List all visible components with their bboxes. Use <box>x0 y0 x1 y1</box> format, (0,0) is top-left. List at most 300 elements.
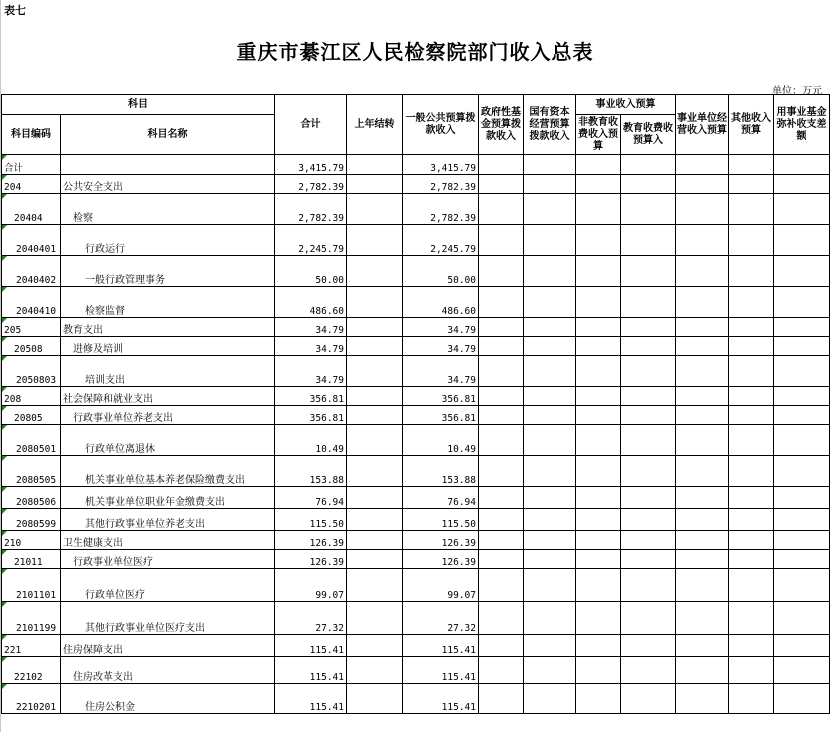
empty-cell <box>524 657 576 684</box>
general-budget-cell: 50.00 <box>403 256 479 287</box>
empty-cell <box>676 425 729 456</box>
table-row <box>2 225 830 256</box>
empty-cell <box>676 657 729 684</box>
empty-cell <box>621 175 676 194</box>
empty-cell <box>676 194 729 225</box>
empty-cell <box>621 602 676 635</box>
header-business-unit: 事业单位经营收入预算 <box>676 95 729 155</box>
empty-cell <box>621 684 676 714</box>
table-row <box>2 456 830 487</box>
empty-cell <box>524 225 576 256</box>
general-budget-cell: 27.32 <box>403 602 479 635</box>
subject-code-cell: 221 <box>2 635 61 657</box>
empty-cell <box>729 387 774 406</box>
total-cell: 115.41 <box>275 684 347 714</box>
empty-cell <box>774 509 830 531</box>
empty-cell <box>479 531 524 550</box>
subject-code-cell: 合计 <box>2 155 61 175</box>
general-budget-cell: 3,415.79 <box>403 155 479 175</box>
empty-cell <box>774 531 830 550</box>
empty-cell <box>774 550 830 569</box>
carryover-cell <box>347 356 403 387</box>
empty-cell <box>774 684 830 714</box>
empty-cell <box>479 194 524 225</box>
total-cell: 2,782.39 <box>275 194 347 225</box>
empty-cell <box>524 387 576 406</box>
table-row <box>2 684 830 714</box>
empty-cell <box>774 318 830 337</box>
subject-name-cell: 一般行政管理事务 <box>61 256 275 287</box>
header-gov-fund: 政府性基金预算拨款收入 <box>479 95 524 155</box>
subject-code-cell: 2101199 <box>2 602 61 635</box>
subject-name-cell: 其他行政事业单位医疗支出 <box>61 602 275 635</box>
total-cell: 126.39 <box>275 550 347 569</box>
empty-cell <box>729 657 774 684</box>
income-summary-table <box>1 94 830 714</box>
carryover-cell <box>347 487 403 509</box>
subject-name-cell: 住房保障支出 <box>61 635 275 657</box>
general-budget-cell: 356.81 <box>403 387 479 406</box>
carryover-cell <box>347 337 403 356</box>
general-budget-cell: 2,782.39 <box>403 194 479 225</box>
empty-cell <box>524 487 576 509</box>
carryover-cell <box>347 155 403 175</box>
empty-cell <box>729 337 774 356</box>
empty-cell <box>676 387 729 406</box>
empty-cell <box>479 635 524 657</box>
general-budget-cell: 126.39 <box>403 531 479 550</box>
empty-cell <box>774 635 830 657</box>
carryover-cell <box>347 256 403 287</box>
empty-cell <box>479 356 524 387</box>
general-budget-cell: 115.41 <box>403 684 479 714</box>
general-budget-cell: 76.94 <box>403 487 479 509</box>
empty-cell <box>479 337 524 356</box>
empty-cell <box>524 194 576 225</box>
total-cell: 115.41 <box>275 657 347 684</box>
subject-name-cell: 行政单位医疗 <box>61 569 275 602</box>
empty-cell <box>524 287 576 318</box>
empty-cell <box>729 406 774 425</box>
total-cell: 153.88 <box>275 456 347 487</box>
carryover-cell <box>347 287 403 318</box>
total-cell: 356.81 <box>275 387 347 406</box>
subject-code-cell: 208 <box>2 387 61 406</box>
table-row <box>2 155 830 175</box>
subject-code-cell: 20508 <box>2 337 61 356</box>
subject-name-cell <box>61 155 275 175</box>
empty-cell <box>479 225 524 256</box>
header-state-capital: 国有资本经营预算拨款收入 <box>524 95 576 155</box>
subject-code-cell: 2050803 <box>2 356 61 387</box>
total-cell: 115.41 <box>275 635 347 657</box>
empty-cell <box>576 550 621 569</box>
total-cell: 10.49 <box>275 425 347 456</box>
empty-cell <box>729 509 774 531</box>
empty-cell <box>479 406 524 425</box>
empty-cell <box>774 387 830 406</box>
header-carryover: 上年结转 <box>347 95 403 155</box>
header-general-budget: 一般公共预算拨款收入 <box>403 95 479 155</box>
empty-cell <box>621 256 676 287</box>
subject-name-cell: 检察监督 <box>61 287 275 318</box>
empty-cell <box>524 509 576 531</box>
empty-cell <box>576 225 621 256</box>
empty-cell <box>774 287 830 318</box>
empty-cell <box>576 531 621 550</box>
empty-cell <box>621 356 676 387</box>
subject-name-cell: 教育支出 <box>61 318 275 337</box>
empty-cell <box>576 256 621 287</box>
carryover-cell <box>347 531 403 550</box>
empty-cell <box>676 155 729 175</box>
empty-cell <box>576 602 621 635</box>
carryover-cell <box>347 602 403 635</box>
empty-cell <box>621 509 676 531</box>
total-cell: 2,782.39 <box>275 175 347 194</box>
empty-cell <box>524 175 576 194</box>
empty-cell <box>676 635 729 657</box>
carryover-cell <box>347 657 403 684</box>
subject-name-cell: 进修及培训 <box>61 337 275 356</box>
subject-code-cell: 20805 <box>2 406 61 425</box>
table-row <box>2 509 830 531</box>
empty-cell <box>479 155 524 175</box>
table-row <box>2 387 830 406</box>
empty-cell <box>729 569 774 602</box>
empty-cell <box>621 155 676 175</box>
empty-cell <box>621 456 676 487</box>
carryover-cell <box>347 550 403 569</box>
subject-code-cell: 205 <box>2 318 61 337</box>
empty-cell <box>621 657 676 684</box>
empty-cell <box>479 569 524 602</box>
total-cell: 34.79 <box>275 337 347 356</box>
empty-cell <box>729 155 774 175</box>
subject-code-cell: 204 <box>2 175 61 194</box>
table-row <box>2 425 830 456</box>
carryover-cell <box>347 318 403 337</box>
empty-cell <box>621 337 676 356</box>
subject-name-cell: 住房公积金 <box>61 684 275 714</box>
carryover-cell <box>347 569 403 602</box>
empty-cell <box>479 456 524 487</box>
empty-cell <box>576 194 621 225</box>
general-budget-cell: 126.39 <box>403 550 479 569</box>
empty-cell <box>729 635 774 657</box>
total-cell: 2,245.79 <box>275 225 347 256</box>
empty-cell <box>729 356 774 387</box>
carryover-cell <box>347 225 403 256</box>
subject-name-cell: 行政事业单位养老支出 <box>61 406 275 425</box>
header-subject: 科目 <box>2 95 275 115</box>
empty-cell <box>729 287 774 318</box>
empty-cell <box>676 550 729 569</box>
carryover-cell <box>347 387 403 406</box>
subject-name-cell: 检察 <box>61 194 275 225</box>
subject-code-cell: 2080501 <box>2 425 61 456</box>
subject-code-cell: 2080599 <box>2 509 61 531</box>
empty-cell <box>479 256 524 287</box>
empty-cell <box>774 406 830 425</box>
empty-cell <box>729 175 774 194</box>
empty-cell <box>576 175 621 194</box>
total-cell: 356.81 <box>275 406 347 425</box>
empty-cell <box>479 287 524 318</box>
empty-cell <box>676 406 729 425</box>
empty-cell <box>524 531 576 550</box>
header-subject-name: 科目名称 <box>61 115 275 155</box>
empty-cell <box>774 456 830 487</box>
empty-cell <box>524 337 576 356</box>
empty-cell <box>621 287 676 318</box>
empty-cell <box>576 635 621 657</box>
carryover-cell <box>347 635 403 657</box>
empty-cell <box>524 602 576 635</box>
subject-name-cell: 住房改革支出 <box>61 657 275 684</box>
empty-cell <box>479 387 524 406</box>
carryover-cell <box>347 684 403 714</box>
empty-cell <box>774 657 830 684</box>
total-cell: 34.79 <box>275 356 347 387</box>
unit-label: 单位：万元 <box>772 86 822 97</box>
subject-code-cell: 2101101 <box>2 569 61 602</box>
empty-cell <box>479 175 524 194</box>
empty-cell <box>676 225 729 256</box>
empty-cell <box>576 569 621 602</box>
empty-cell <box>524 256 576 287</box>
empty-cell <box>676 456 729 487</box>
total-cell: 115.50 <box>275 509 347 531</box>
table-row <box>2 406 830 425</box>
empty-cell <box>621 487 676 509</box>
subject-code-cell: 2210201 <box>2 684 61 714</box>
empty-cell <box>676 175 729 194</box>
empty-cell <box>621 569 676 602</box>
empty-cell <box>676 569 729 602</box>
carryover-cell <box>347 456 403 487</box>
general-budget-cell: 153.88 <box>403 456 479 487</box>
empty-cell <box>774 356 830 387</box>
empty-cell <box>676 602 729 635</box>
general-budget-cell: 34.79 <box>403 318 479 337</box>
page-title: 重庆市綦江区人民检察院部门收入总表 <box>236 40 594 64</box>
header-edu-fee: 教育收费收预算入 <box>621 115 676 155</box>
subject-code-cell: 2080505 <box>2 456 61 487</box>
empty-cell <box>621 406 676 425</box>
subject-name-cell: 行政单位离退休 <box>61 425 275 456</box>
sheet-label: 表七 <box>4 4 26 17</box>
empty-cell <box>774 602 830 635</box>
empty-cell <box>729 256 774 287</box>
empty-cell <box>576 425 621 456</box>
subject-name-cell: 机关事业单位职业年金缴费支出 <box>61 487 275 509</box>
empty-cell <box>576 456 621 487</box>
empty-cell <box>774 155 830 175</box>
header-total: 合计 <box>275 95 347 155</box>
empty-cell <box>576 509 621 531</box>
empty-cell <box>676 287 729 318</box>
table-row <box>2 256 830 287</box>
empty-cell <box>576 337 621 356</box>
empty-cell <box>576 684 621 714</box>
subject-code-cell: 210 <box>2 531 61 550</box>
empty-cell <box>676 256 729 287</box>
general-budget-cell: 34.79 <box>403 337 479 356</box>
general-budget-cell: 115.50 <box>403 509 479 531</box>
empty-cell <box>621 425 676 456</box>
subject-name-cell: 培训支出 <box>61 356 275 387</box>
header-other-income: 其他收入预算 <box>729 95 774 155</box>
table-row <box>2 175 830 194</box>
empty-cell <box>524 318 576 337</box>
empty-cell <box>479 318 524 337</box>
total-cell: 3,415.79 <box>275 155 347 175</box>
empty-cell <box>676 509 729 531</box>
empty-cell <box>576 387 621 406</box>
empty-cell <box>621 318 676 337</box>
empty-cell <box>576 287 621 318</box>
empty-cell <box>479 684 524 714</box>
empty-cell <box>774 487 830 509</box>
empty-cell <box>621 550 676 569</box>
table-row <box>2 657 830 684</box>
table-row <box>2 194 830 225</box>
empty-cell <box>729 318 774 337</box>
empty-cell <box>479 425 524 456</box>
carryover-cell <box>347 194 403 225</box>
general-budget-cell: 115.41 <box>403 657 479 684</box>
table-row <box>2 337 830 356</box>
subject-name-cell: 卫生健康支出 <box>61 531 275 550</box>
empty-cell <box>479 509 524 531</box>
general-budget-cell: 2,782.39 <box>403 175 479 194</box>
general-budget-cell: 356.81 <box>403 406 479 425</box>
table-row <box>2 487 830 509</box>
empty-cell <box>676 684 729 714</box>
subject-name-cell: 行政运行 <box>61 225 275 256</box>
total-cell: 99.07 <box>275 569 347 602</box>
empty-cell <box>774 194 830 225</box>
empty-cell <box>729 602 774 635</box>
subject-code-cell: 2080506 <box>2 487 61 509</box>
empty-cell <box>576 155 621 175</box>
table-row <box>2 318 830 337</box>
empty-cell <box>621 194 676 225</box>
subject-code-cell: 2040402 <box>2 256 61 287</box>
carryover-cell <box>347 406 403 425</box>
empty-cell <box>524 155 576 175</box>
empty-cell <box>576 356 621 387</box>
header-business-fund: 用事业基金弥补收支差额 <box>774 95 830 155</box>
subject-name-cell: 机关事业单位基本养老保险缴费支出 <box>61 456 275 487</box>
empty-cell <box>479 550 524 569</box>
table-row <box>2 531 830 550</box>
empty-cell <box>774 256 830 287</box>
empty-cell <box>621 225 676 256</box>
carryover-cell <box>347 175 403 194</box>
empty-cell <box>774 225 830 256</box>
header-non-edu-fee: 非教育收费收入预算 <box>576 115 621 155</box>
empty-cell <box>729 425 774 456</box>
empty-cell <box>479 657 524 684</box>
empty-cell <box>524 569 576 602</box>
table-row <box>2 569 830 602</box>
subject-code-cell: 22102 <box>2 657 61 684</box>
empty-cell <box>774 425 830 456</box>
empty-cell <box>479 487 524 509</box>
table-row <box>2 287 830 318</box>
empty-cell <box>729 194 774 225</box>
empty-cell <box>676 356 729 387</box>
subject-code-cell: 2040410 <box>2 287 61 318</box>
empty-cell <box>524 425 576 456</box>
subject-name-cell: 其他行政事业单位养老支出 <box>61 509 275 531</box>
empty-cell <box>524 635 576 657</box>
empty-cell <box>676 337 729 356</box>
empty-cell <box>621 531 676 550</box>
general-budget-cell: 115.41 <box>403 635 479 657</box>
empty-cell <box>621 635 676 657</box>
general-budget-cell: 10.49 <box>403 425 479 456</box>
header-subject-code: 科目编码 <box>2 115 61 155</box>
empty-cell <box>676 487 729 509</box>
total-cell: 34.79 <box>275 318 347 337</box>
empty-cell <box>676 318 729 337</box>
subject-name-cell: 行政事业单位医疗 <box>61 550 275 569</box>
empty-cell <box>774 569 830 602</box>
table-row <box>2 602 830 635</box>
general-budget-cell: 34.79 <box>403 356 479 387</box>
subject-code-cell: 21011 <box>2 550 61 569</box>
subject-code-cell: 2040401 <box>2 225 61 256</box>
empty-cell <box>524 456 576 487</box>
general-budget-cell: 486.60 <box>403 287 479 318</box>
total-cell: 50.00 <box>275 256 347 287</box>
subject-code-cell: 20404 <box>2 194 61 225</box>
table-row <box>2 356 830 387</box>
empty-cell <box>729 225 774 256</box>
general-budget-cell: 99.07 <box>403 569 479 602</box>
carryover-cell <box>347 425 403 456</box>
empty-cell <box>729 456 774 487</box>
empty-cell <box>676 531 729 550</box>
empty-cell <box>576 318 621 337</box>
carryover-cell <box>347 509 403 531</box>
empty-cell <box>576 406 621 425</box>
empty-cell <box>729 487 774 509</box>
empty-cell <box>729 684 774 714</box>
table-body <box>2 155 830 714</box>
empty-cell <box>774 175 830 194</box>
empty-cell <box>524 550 576 569</box>
header-business-budget: 事业收入预算 <box>576 95 676 115</box>
empty-cell <box>576 657 621 684</box>
total-cell: 76.94 <box>275 487 347 509</box>
empty-cell <box>576 487 621 509</box>
general-budget-cell: 2,245.79 <box>403 225 479 256</box>
subject-name-cell: 社会保障和就业支出 <box>61 387 275 406</box>
table-row <box>2 635 830 657</box>
total-cell: 486.60 <box>275 287 347 318</box>
empty-cell <box>774 337 830 356</box>
empty-cell <box>729 531 774 550</box>
table-row <box>2 550 830 569</box>
total-cell: 126.39 <box>275 531 347 550</box>
empty-cell <box>524 406 576 425</box>
empty-cell <box>479 602 524 635</box>
total-cell: 27.32 <box>275 602 347 635</box>
